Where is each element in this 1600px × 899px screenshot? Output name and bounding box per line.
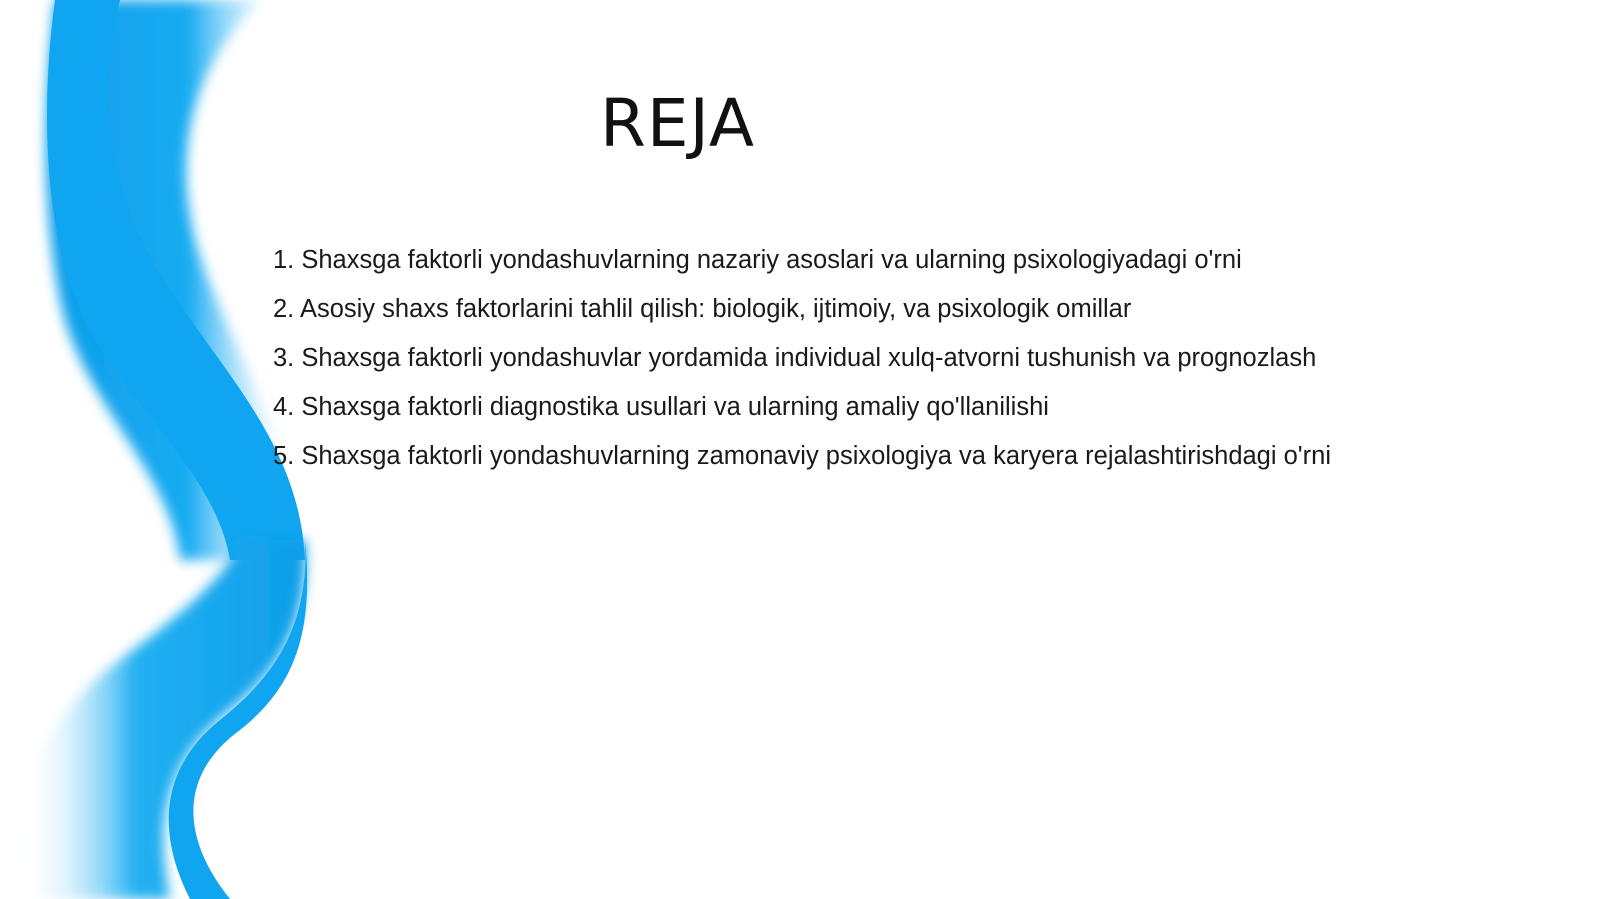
- agenda-list: [273, 236, 1331, 481]
- list-item: 3. Shaxsga faktorli yondashuvlar yordamida individual xulq-atvorni tushunish va prognozlash: [273, 344, 1317, 372]
- list-item: 4. Shaxsga faktorli diagnostika usullari va ularning amaliy qo'llanilishi: [273, 393, 1049, 421]
- list-item: 5. Shaxsga faktorli yondashuvlarning zamonaviy psixologiya va karyera rejalashtirishdagi o'rni: [273, 442, 1332, 470]
- list-item: 2. Asosiy shaxs faktorlarini tahlil qilish: biologik, ijtimoiy, va psixologik omillar: [273, 295, 1132, 323]
- list-item: 1. Shaxsga faktorli yondashuvlarning nazariy asoslari va ularning psixologiyadagi o'rni: [273, 246, 1242, 274]
- slide-title: REJA: [600, 85, 756, 162]
